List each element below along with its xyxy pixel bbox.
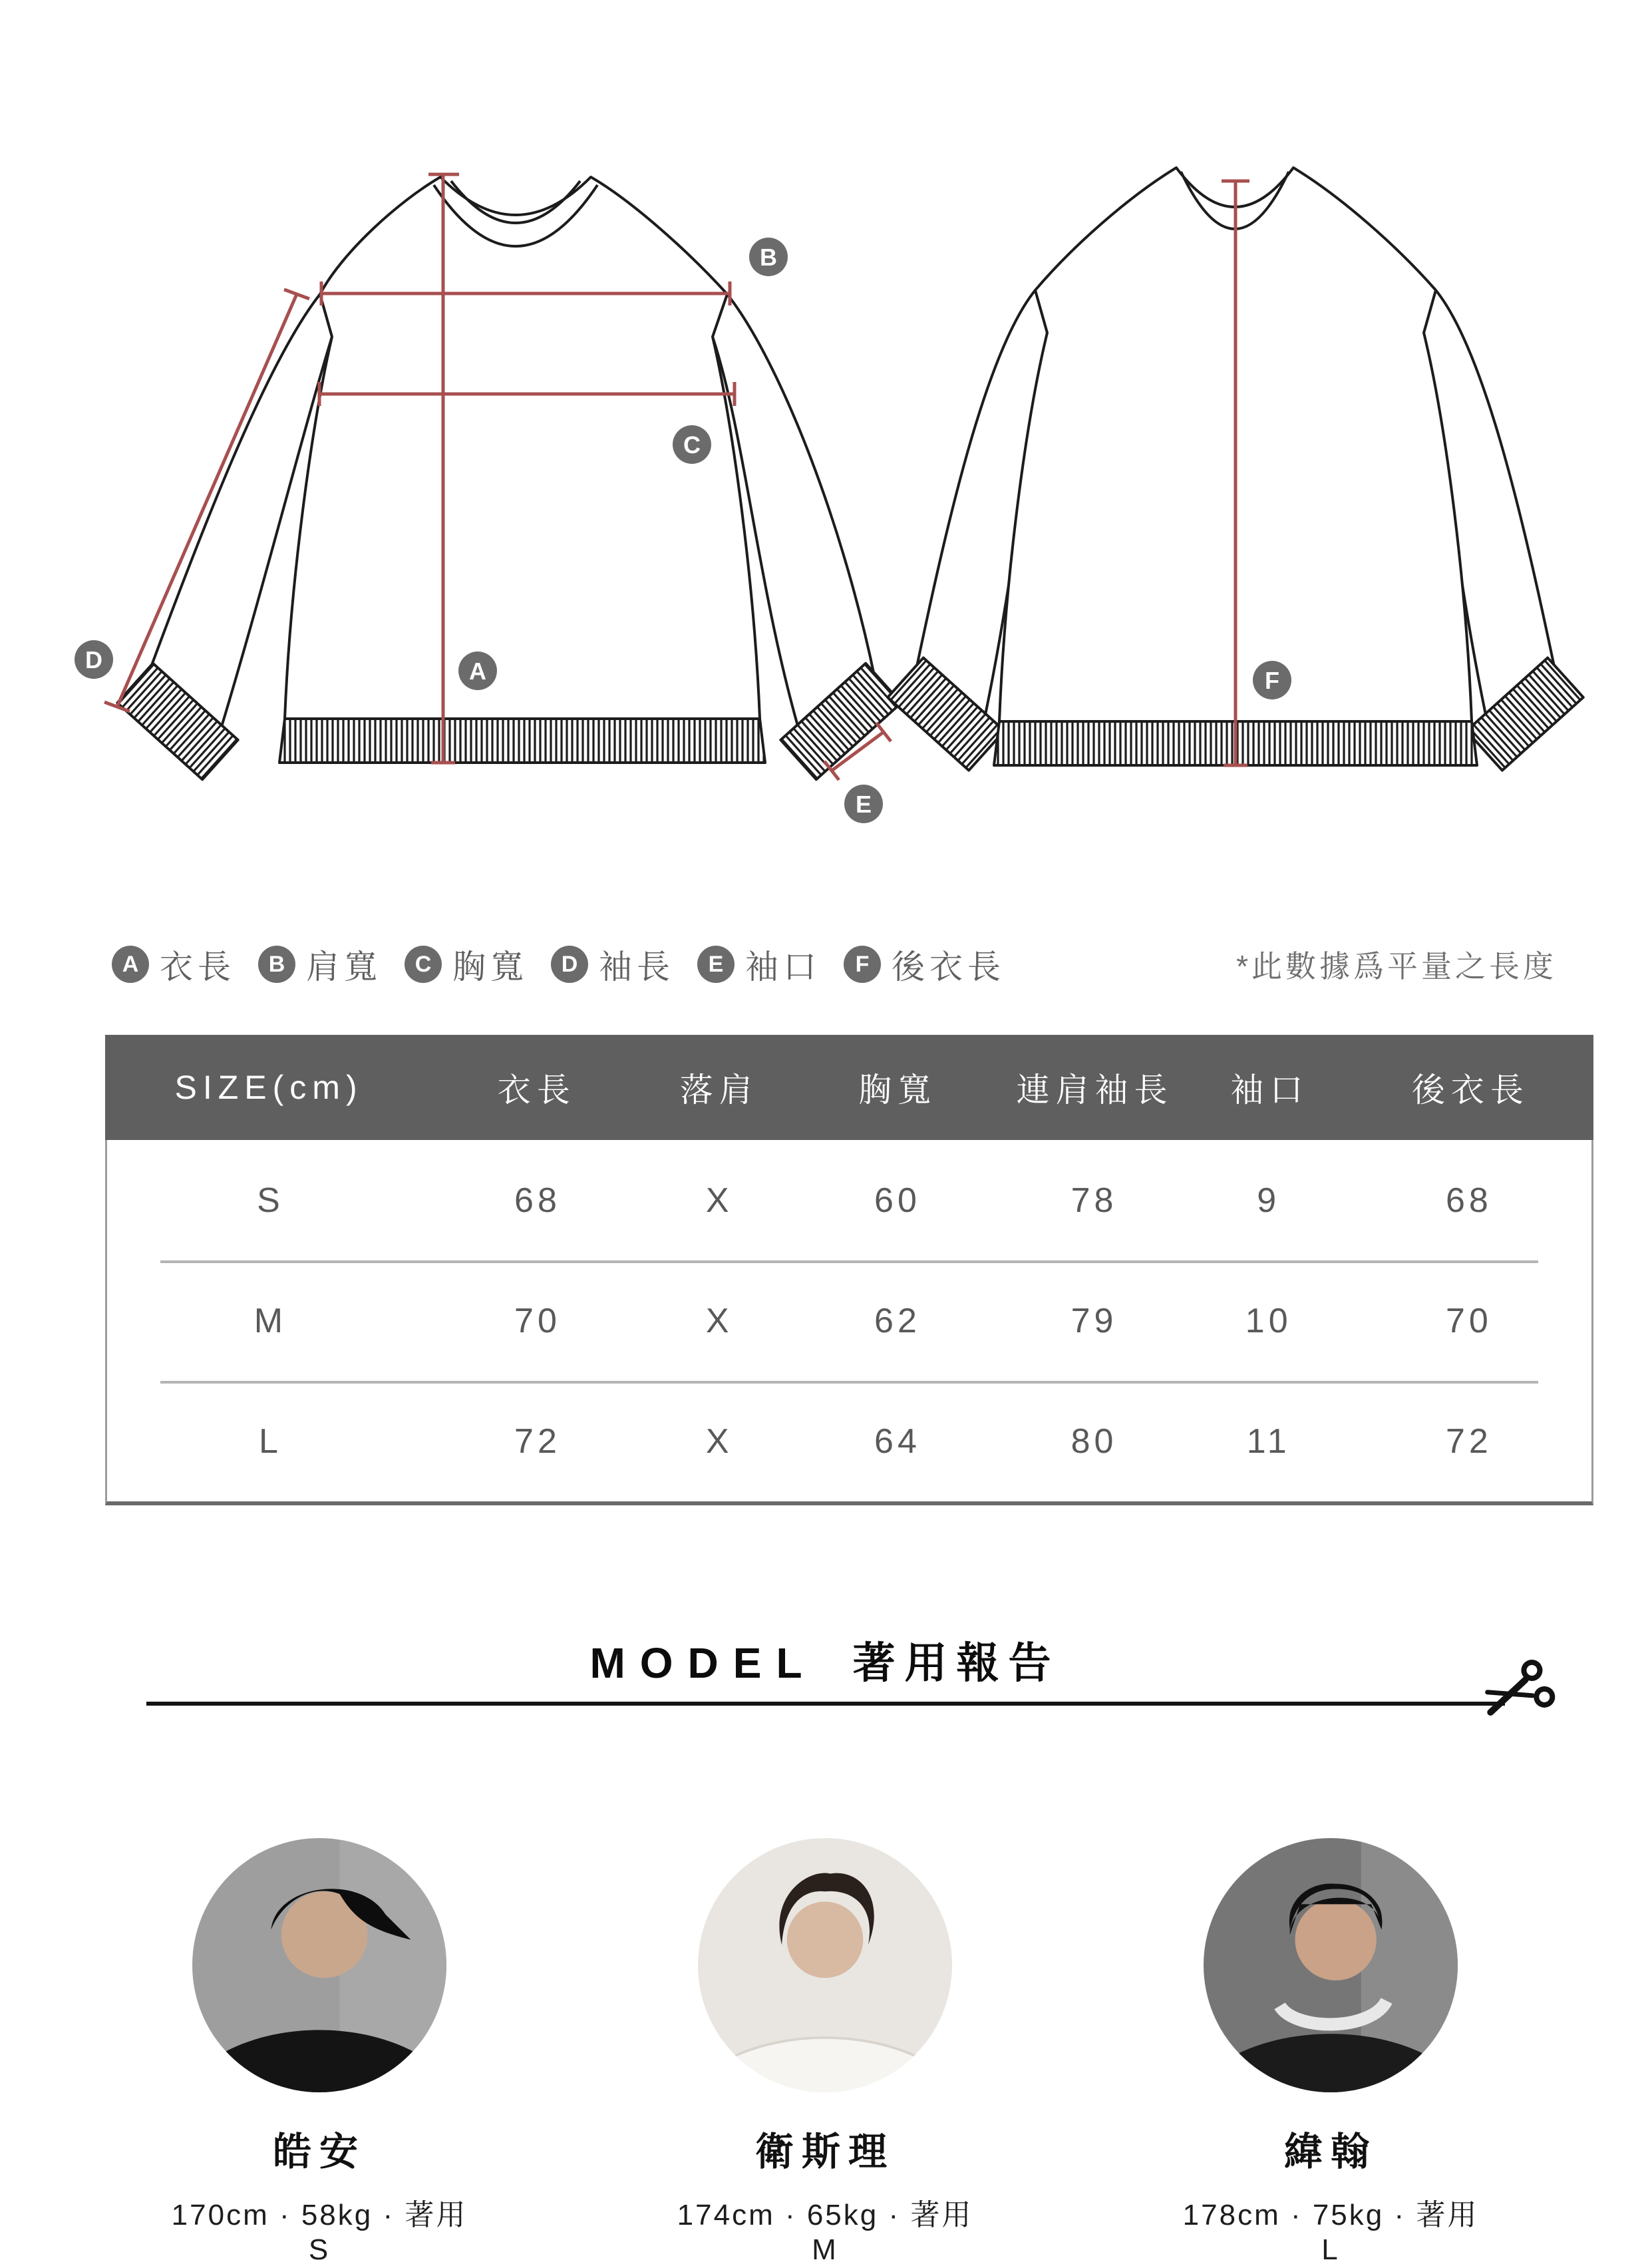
badge-B [749, 238, 788, 276]
legend-item-D [551, 940, 675, 988]
col-header-shoulder: 落肩 [679, 1071, 758, 1109]
model-photo-3 [1204, 1838, 1458, 2092]
legend-badge-A: A [112, 946, 149, 983]
size-table-body [105, 1140, 1593, 1505]
model-spec: 178cm · 75kg · 著用L [1182, 2199, 1479, 2266]
model-name: 皓安 [272, 2130, 366, 2174]
table-row-M [107, 1260, 1591, 1381]
legend-badge-C: C [405, 946, 442, 983]
svg-text:F: F [1265, 667, 1279, 694]
col-header-cuff: 袖口 [1230, 1071, 1309, 1109]
model-section-title [0, 1629, 1650, 1690]
cell-value: 11 [1246, 1421, 1291, 1461]
cell-value: 9 [1257, 1181, 1281, 1220]
model-3-portrait [1204, 1838, 1458, 2092]
cell-value: X [705, 1181, 733, 1220]
flat-measure-note: *此數據爲平量之長度 [1236, 949, 1557, 984]
legend-label-F: 後衣長 [892, 948, 1005, 986]
cell-value: 79 [1071, 1301, 1118, 1340]
badge-D [75, 640, 113, 679]
model-name: 衛斯理 [754, 2130, 895, 2174]
legend-item-C [405, 940, 528, 988]
col-header-length: 衣長 [497, 1071, 576, 1109]
cell-value: 70 [514, 1301, 561, 1340]
legend-label-E: 袖口 [745, 948, 821, 986]
legend-item-F [844, 940, 1005, 988]
legend-item-B [258, 940, 382, 988]
cell-value: 68 [1445, 1181, 1492, 1220]
legend-label-C: 胸寬 [452, 948, 528, 986]
badge-C [673, 425, 711, 464]
model-cards [166, 1838, 1484, 2267]
legend-badge-E: E [697, 946, 735, 983]
cell-value: 62 [874, 1301, 921, 1340]
svg-text:C: C [683, 431, 701, 459]
legend-label-B: 肩寬 [306, 948, 382, 986]
model-card-1 [166, 1838, 472, 2267]
col-header-size: SIZE(cm) [174, 1069, 363, 1106]
model-2-portrait [698, 1838, 952, 2092]
col-header-back-length: 後衣長 [1411, 1071, 1530, 1109]
cell-value: 68 [514, 1181, 561, 1220]
legend-badge-F: F [844, 946, 881, 983]
svg-text:B: B [760, 244, 777, 271]
cell-value: 80 [1071, 1421, 1118, 1461]
cell-value: 60 [874, 1181, 921, 1220]
legend-item-A [112, 940, 236, 988]
badge-E [844, 785, 883, 823]
col-header-chest: 胸寬 [858, 1071, 937, 1109]
legend-label-A: 衣長 [160, 948, 236, 986]
front-hem-rib [279, 719, 765, 763]
col-header-sleeve: 連肩袖長 [1016, 1071, 1174, 1109]
legend-item-E [697, 940, 821, 988]
model-1-portrait [192, 1838, 446, 2092]
cell-value: 10 [1245, 1301, 1292, 1340]
svg-text:D: D [85, 646, 102, 673]
model-photo-1 [192, 1838, 446, 2092]
size-table [105, 1035, 1593, 1505]
table-row-S [107, 1140, 1591, 1260]
model-title-en: MODEL [589, 1639, 817, 1687]
model-name: 緯翰 [1283, 2130, 1377, 2174]
cell-size: M [253, 1301, 287, 1340]
cell-value: 70 [1445, 1301, 1492, 1340]
svg-text:E: E [855, 791, 872, 818]
model-card-2 [672, 1838, 978, 2267]
scissors-icon [1482, 1649, 1562, 1716]
cell-value: 72 [1445, 1421, 1492, 1461]
badge-F [1253, 661, 1291, 699]
table-row-L [107, 1381, 1591, 1501]
model-spec: 174cm · 65kg · 著用M [677, 2199, 973, 2266]
badge-A [458, 652, 497, 690]
size-table-header [105, 1035, 1593, 1140]
model-title-zh: 著用報告 [852, 1639, 1061, 1687]
model-spec: 170cm · 58kg · 著用S [171, 2199, 468, 2266]
model-card-3 [1178, 1838, 1484, 2267]
divider-rule [146, 1702, 1505, 1706]
cell-value: 78 [1071, 1181, 1118, 1220]
cell-value: X [705, 1301, 733, 1340]
legend-label-D: 袖長 [599, 948, 675, 986]
model-photo-2 [698, 1838, 952, 2092]
measurement-legend [112, 944, 1005, 985]
cell-size: L [258, 1421, 282, 1461]
legend-badge-D: D [551, 946, 588, 983]
cell-value: 64 [874, 1421, 921, 1461]
cell-size: S [257, 1181, 284, 1220]
garment-measurement-diagram [0, 0, 1650, 1038]
legend-badge-B: B [258, 946, 295, 983]
cell-value: X [705, 1421, 733, 1461]
svg-text:A: A [469, 658, 486, 685]
cell-value: 72 [514, 1421, 561, 1461]
